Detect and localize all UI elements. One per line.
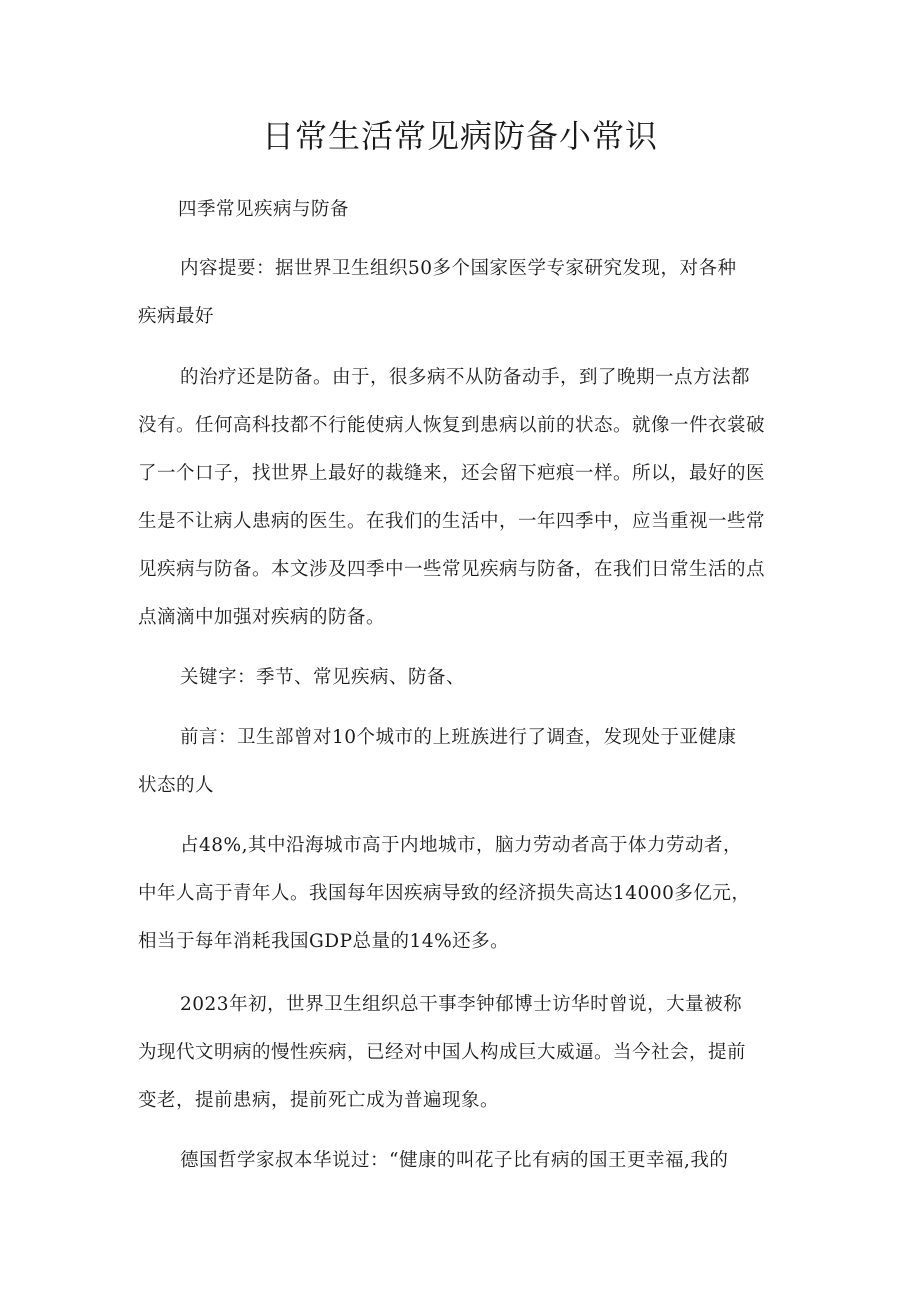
para1-line: 的治疗还是防备。由于，很多病不从防备动手，到了晚期一点方法都 — [180, 367, 751, 388]
para1-line: 没有。任何高科技都不行能使病人恢复到患病以前的状态。就像一件衣裳破 — [138, 415, 766, 436]
para4-line: 德国哲学家叔本华说过：“健康的叫花子比有病的国王更幸福,我的 — [180, 1150, 729, 1171]
para2-line: 占48%,其中沿海城市高于内地城市，脑力劳动者高于体力劳动者， — [180, 835, 743, 856]
keywords-line — [138, 660, 788, 696]
abstract-line-2: 疾病最好 — [138, 306, 215, 327]
body-paragraph-3 — [138, 987, 788, 1119]
para1-line: 生是不让病人患病的医生。在我们的生活中，一年四季中，应当重视一些常 — [138, 511, 766, 532]
para2-line: 相当于每年消耗我国GDP总量的14%还多。 — [138, 931, 510, 952]
para3-line: 为现代文明病的慢性疾病，已经对中国人构成巨大威逼。当今社会，提前 — [138, 1042, 747, 1063]
preface-line-2: 状态的人 — [138, 775, 215, 796]
section-heading — [138, 192, 788, 228]
para1-line: 见疾病与防备。本文涉及四季中一些常见疾病与防备，在我们日常生活的点 — [138, 559, 766, 580]
body-paragraph-2 — [138, 828, 788, 960]
preface-line-1: 前言：卫生部曾对10个城市的上班族进行了调查，发现处于亚健康 — [180, 727, 737, 748]
abstract-line-1: 内容提要：据世界卫生组织50多个国家医学专家研究发现，对各种 — [180, 258, 737, 279]
preface-paragraph — [138, 720, 788, 804]
keywords-text: 关键字：季节、常见疾病、防备、 — [180, 667, 466, 688]
abstract-paragraph — [138, 251, 788, 335]
section-heading-text: 四季常见疾病与防备 — [178, 199, 350, 220]
document-title: 日常生活常见病防备小常识 — [261, 117, 658, 155]
para2-line: 中年人高于青年人。我国每年因疾病导致的经济损失高达14000多亿元， — [138, 883, 751, 904]
para3-line: 变老，提前患病，提前死亡成为普遍现象。 — [138, 1090, 500, 1111]
para1-line: 了一个口子，找世界上最好的裁缝来，还会留下疤痕一样。所以，最好的医 — [138, 463, 766, 484]
body-paragraph-4 — [138, 1143, 788, 1179]
body-paragraph-1 — [138, 360, 788, 636]
para1-line: 点滴滴中加强对疾病的防备。 — [138, 607, 386, 628]
para3-line: 2023年初，世界卫生组织总干事李钟郁博士访华时曾说，大量被称 — [180, 994, 743, 1015]
